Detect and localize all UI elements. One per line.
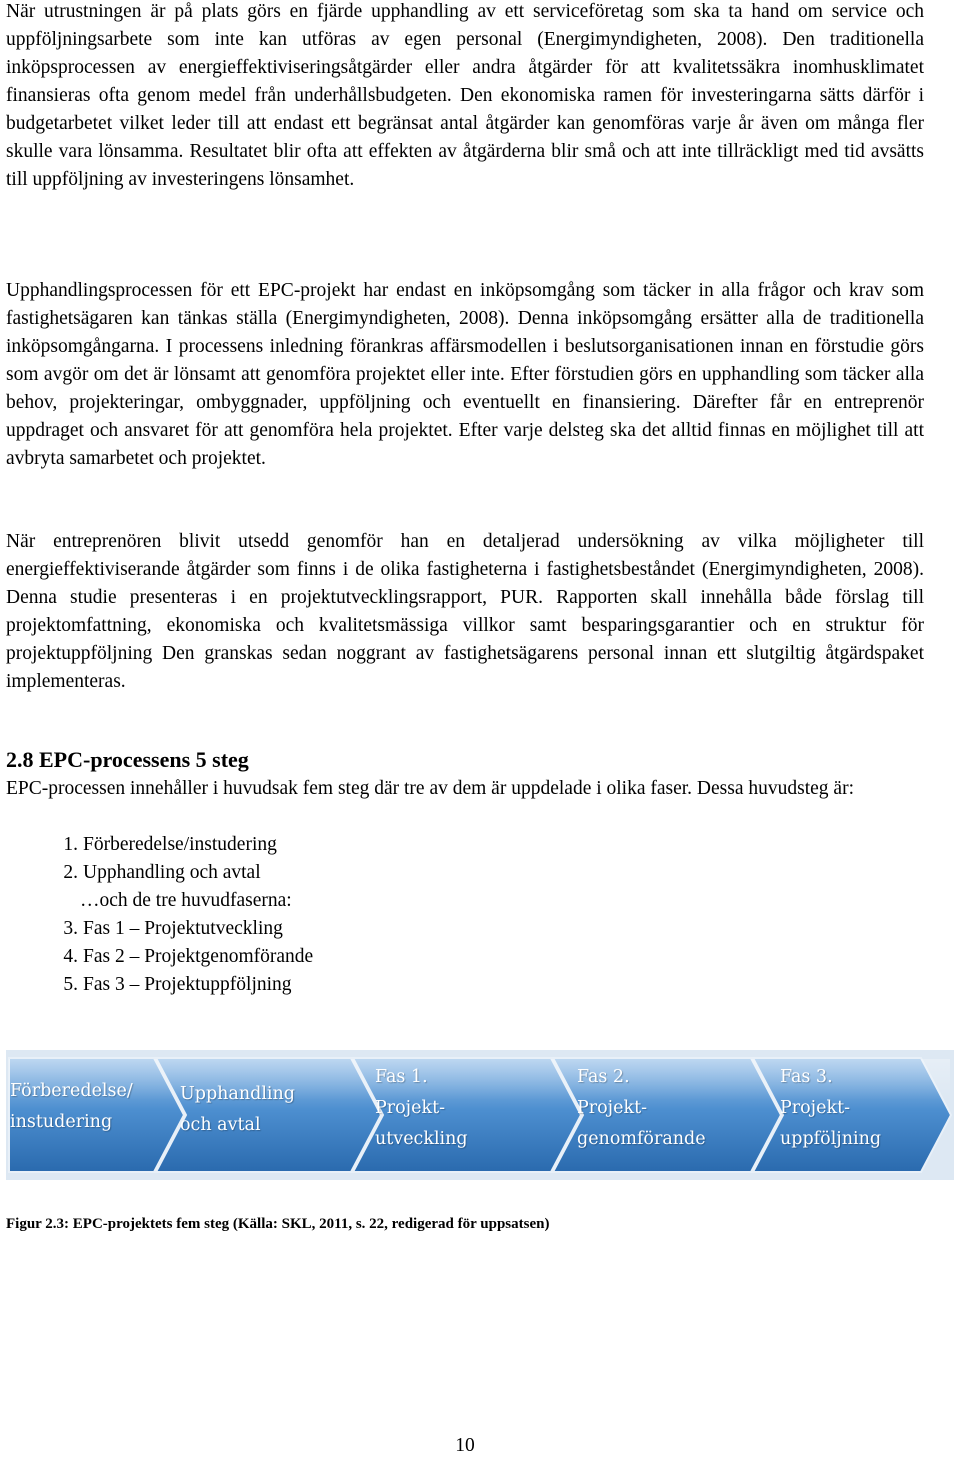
paragraph: När entreprenören blivit utsedd genomför han en detaljerad undersökning av vilka möjligheter till energieffektiviserande åtgärder som finns i de olika fastigheterna i fastighetsbeståndet (Energimyndigheten, 2008). Denna studie presenteras i en projektutvecklingsrapport, PUR. Rapporten skall innehålla både förslag till projektomfattning, ekonomiska och kvalitetsmässiga villkor samt besparingsgarantier och en struktur för projektuppföljning Den granskas sedan noggrant av fastighetsägarens personal innan ett slutgiltig åtgärdspaket implementeras. — [6, 531, 924, 692]
step-label-line: Fas 2. — [577, 1067, 630, 1087]
list-number: 4. — [63, 946, 78, 967]
step-label-line: Projekt- — [375, 1098, 446, 1118]
section-heading: 2.8 EPC-processens 5 steg — [6, 747, 249, 772]
list-item — [6, 943, 606, 971]
step-label-upphandling — [180, 1079, 295, 1141]
step-label-fas-3 — [780, 1062, 881, 1155]
step-label-line: och avtal — [180, 1115, 261, 1135]
step-label-line: utveckling — [375, 1129, 468, 1149]
step-label-line: Projekt- — [780, 1098, 851, 1118]
step-label-line: instudering — [10, 1112, 113, 1132]
steps-list — [6, 831, 606, 999]
list-number: 3. — [63, 918, 78, 939]
step-label-line: Förberedelse/ — [10, 1081, 133, 1101]
list-number: 1. — [63, 834, 78, 855]
step-label-line: Upphandling — [180, 1084, 295, 1104]
list-number: 2. — [63, 862, 78, 883]
section-intro: EPC-processen innehåller i huvudsak fem steg där tre av dem är uppdelade i olika faser. Dessa huvudsteg är: — [6, 778, 854, 799]
list-text: Förberedelse/instudering — [83, 834, 277, 855]
list-item — [6, 831, 606, 859]
list-number: 5. — [63, 974, 78, 995]
list-text: Fas 3 – Projektuppföljning — [83, 974, 292, 995]
step-label-fas-1 — [375, 1062, 468, 1155]
step-label-fas-2 — [577, 1062, 706, 1155]
process-diagram — [6, 1050, 954, 1180]
step-label-line: genomförande — [577, 1129, 706, 1149]
step-label-line: uppföljning — [780, 1129, 882, 1149]
page-number: 10 — [455, 1435, 475, 1456]
list-item — [6, 971, 606, 999]
step-label-line: Fas 1. — [375, 1067, 428, 1087]
step-label-line: Projekt- — [577, 1098, 648, 1118]
paragraph: När utrustningen är på plats görs en fjärde upphandling av ett serviceföretag som ska ta hand om service och uppföljningsarbete som inte kan utföras av egen personal (Energimyndigheten, 2008). Den traditionella inköpsprocessen av energieffektiviseringsåtgärder eller andra åtgärder för att kvalitetssäkra inomhusklimatet finansieras ofta genom medel från underhållsbudgeten. Den ekonomiska ramen för investeringarna sätts därför i budgetarbetet vilket leder till att endast ett begränsat antal åtgärder kan genomföras varje år även om många fler skulle vara lönsamma. Resultatet blir ofta att effekten av åtgärderna blir små och att inte tillräckligt med tid avsätts till uppföljning av investeringens lönsamhet. — [6, 1, 924, 190]
list-text: Fas 1 – Projektutveckling — [83, 918, 283, 939]
list-item — [6, 915, 606, 943]
paragraph: Upphandlingsprocessen för ett EPC-projekt har endast en inköpsomgång som täcker in alla frågor och krav som fastighetsägaren kan tänkas ställa (Energimyndigheten, 2008). Denna inköpsomgång ersätter alla de traditionella inköpsomgångarna. I processens inledning förankras affärsmodellen i beslutsorganisationen innan en förstudie görs som avgör om det är lönsamt att genomföra projektet eller inte. Efter förstudien görs en upphandling som täcker alla behov, projekteringar, ombyggnader, uppföljning och eventuellt en finansiering. Därefter får en entreprenör uppdraget och ansvaret för att genomföra hela projektet. Efter varje delsteg ska det alltid finnas en möjlighet till att avbryta samarbetet och projektet. — [6, 280, 924, 469]
list-text: Fas 2 – Projektgenomförande — [83, 946, 314, 967]
list-item — [6, 859, 606, 887]
step-label-forberedelse — [10, 1076, 133, 1138]
figure-caption: Figur 2.3: EPC-projektets fem steg (Källa: SKL, 2011, s. 22, redigerad för uppsatsen) — [6, 1216, 550, 1232]
list-subheading: …och de tre huvudfaserna: — [80, 890, 292, 911]
list-text: Upphandling och avtal — [83, 862, 261, 883]
step-label-line: Fas 3. — [780, 1067, 833, 1087]
